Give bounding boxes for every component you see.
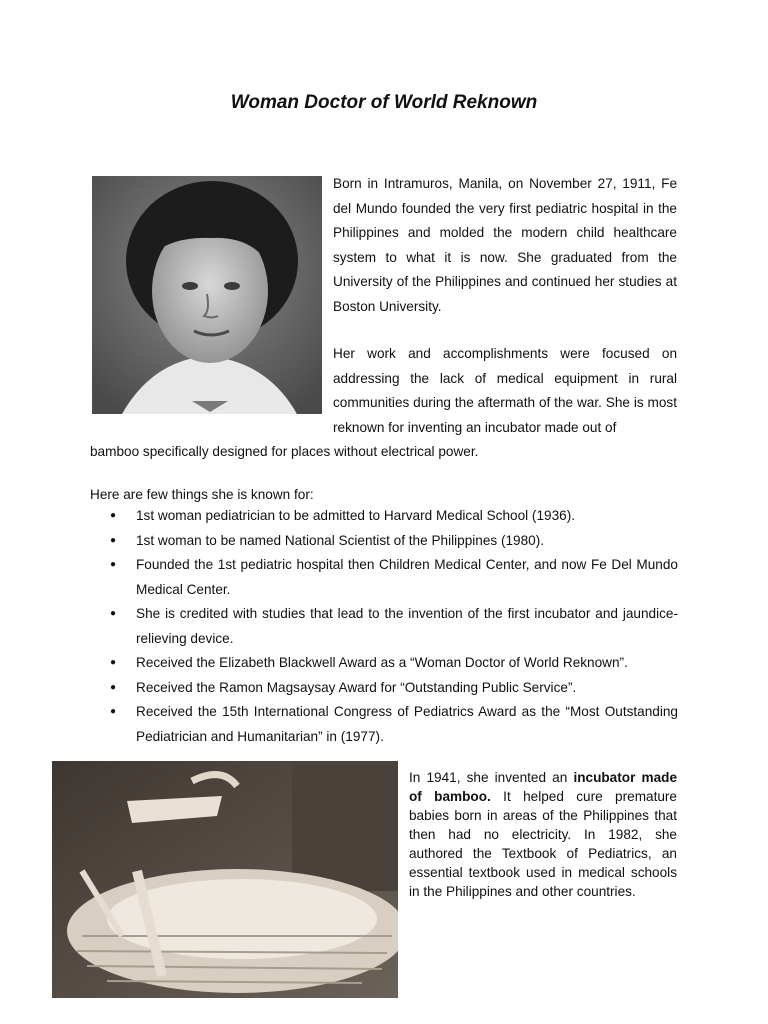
- page-title: Woman Doctor of World Reknown: [230, 92, 538, 113]
- incubator-paragraph-bold: incubator made of bamboo.: [409, 770, 678, 804]
- list-item: ● 1st woman to be named National Scientist of the Philippines (1980).: [110, 529, 678, 554]
- list-item: ● Founded the 1st pediatric hospital then Children Medical Center, and now Fe Del Mundo Medical Center.: [110, 553, 678, 602]
- list-item: ● She is credited with studies that lead to the invention of the first incubator and jaundice-relieving device.: [110, 602, 678, 651]
- list-intro: Here are few things she is known for:: [90, 487, 314, 502]
- list-item: ● Received the 15th International Congress of Pediatrics Award as the “Most Outstanding Pediatrician and Humanitarian” in (1977).: [110, 700, 678, 749]
- list-item: ● Received the Elizabeth Blackwell Award as a “Woman Doctor of World Reknown”.: [110, 651, 678, 676]
- portrait-image: [92, 176, 322, 414]
- work-paragraph: Her work and accomplishments were focused on addressing the lack of medical equipment in rural communities during the aftermath of the war. She is most reknown for inventing an incubator made out of: [333, 346, 677, 435]
- incubator-paragraph-rest: It helped cure premature babies born in areas of the Philippines that then had no electricity. In 1982, she authored the Textbook of Pediatrics, an essential textbook used in medical schools in the Philippines and other countries.: [409, 789, 677, 899]
- incubator-paragraph-lead: In 1941, she invented an: [409, 770, 574, 785]
- intro-paragraph: Born in Intramuros, Manila, on November 27, 1911, Fe del Mundo founded the very first pediatric hospital in the Philippines and molded the modern child healthcare system to what it is now. She graduated from the University of the Philippines and continued her studies at Boston University.: [333, 176, 677, 314]
- portrait-photo: [92, 176, 322, 414]
- achievements-list: [110, 504, 678, 749]
- incubator-photo: [52, 761, 398, 998]
- work-paragraph-continued: bamboo specifically designed for places without electrical power.: [90, 444, 479, 459]
- incubator-image: [52, 761, 398, 998]
- incubator-paragraph: [409, 768, 677, 901]
- list-item: ● 1st woman pediatrician to be admitted to Harvard Medical School (1936).: [110, 504, 678, 529]
- list-item: ● Received the Ramon Magsaysay Award for “Outstanding Public Service”.: [110, 676, 678, 701]
